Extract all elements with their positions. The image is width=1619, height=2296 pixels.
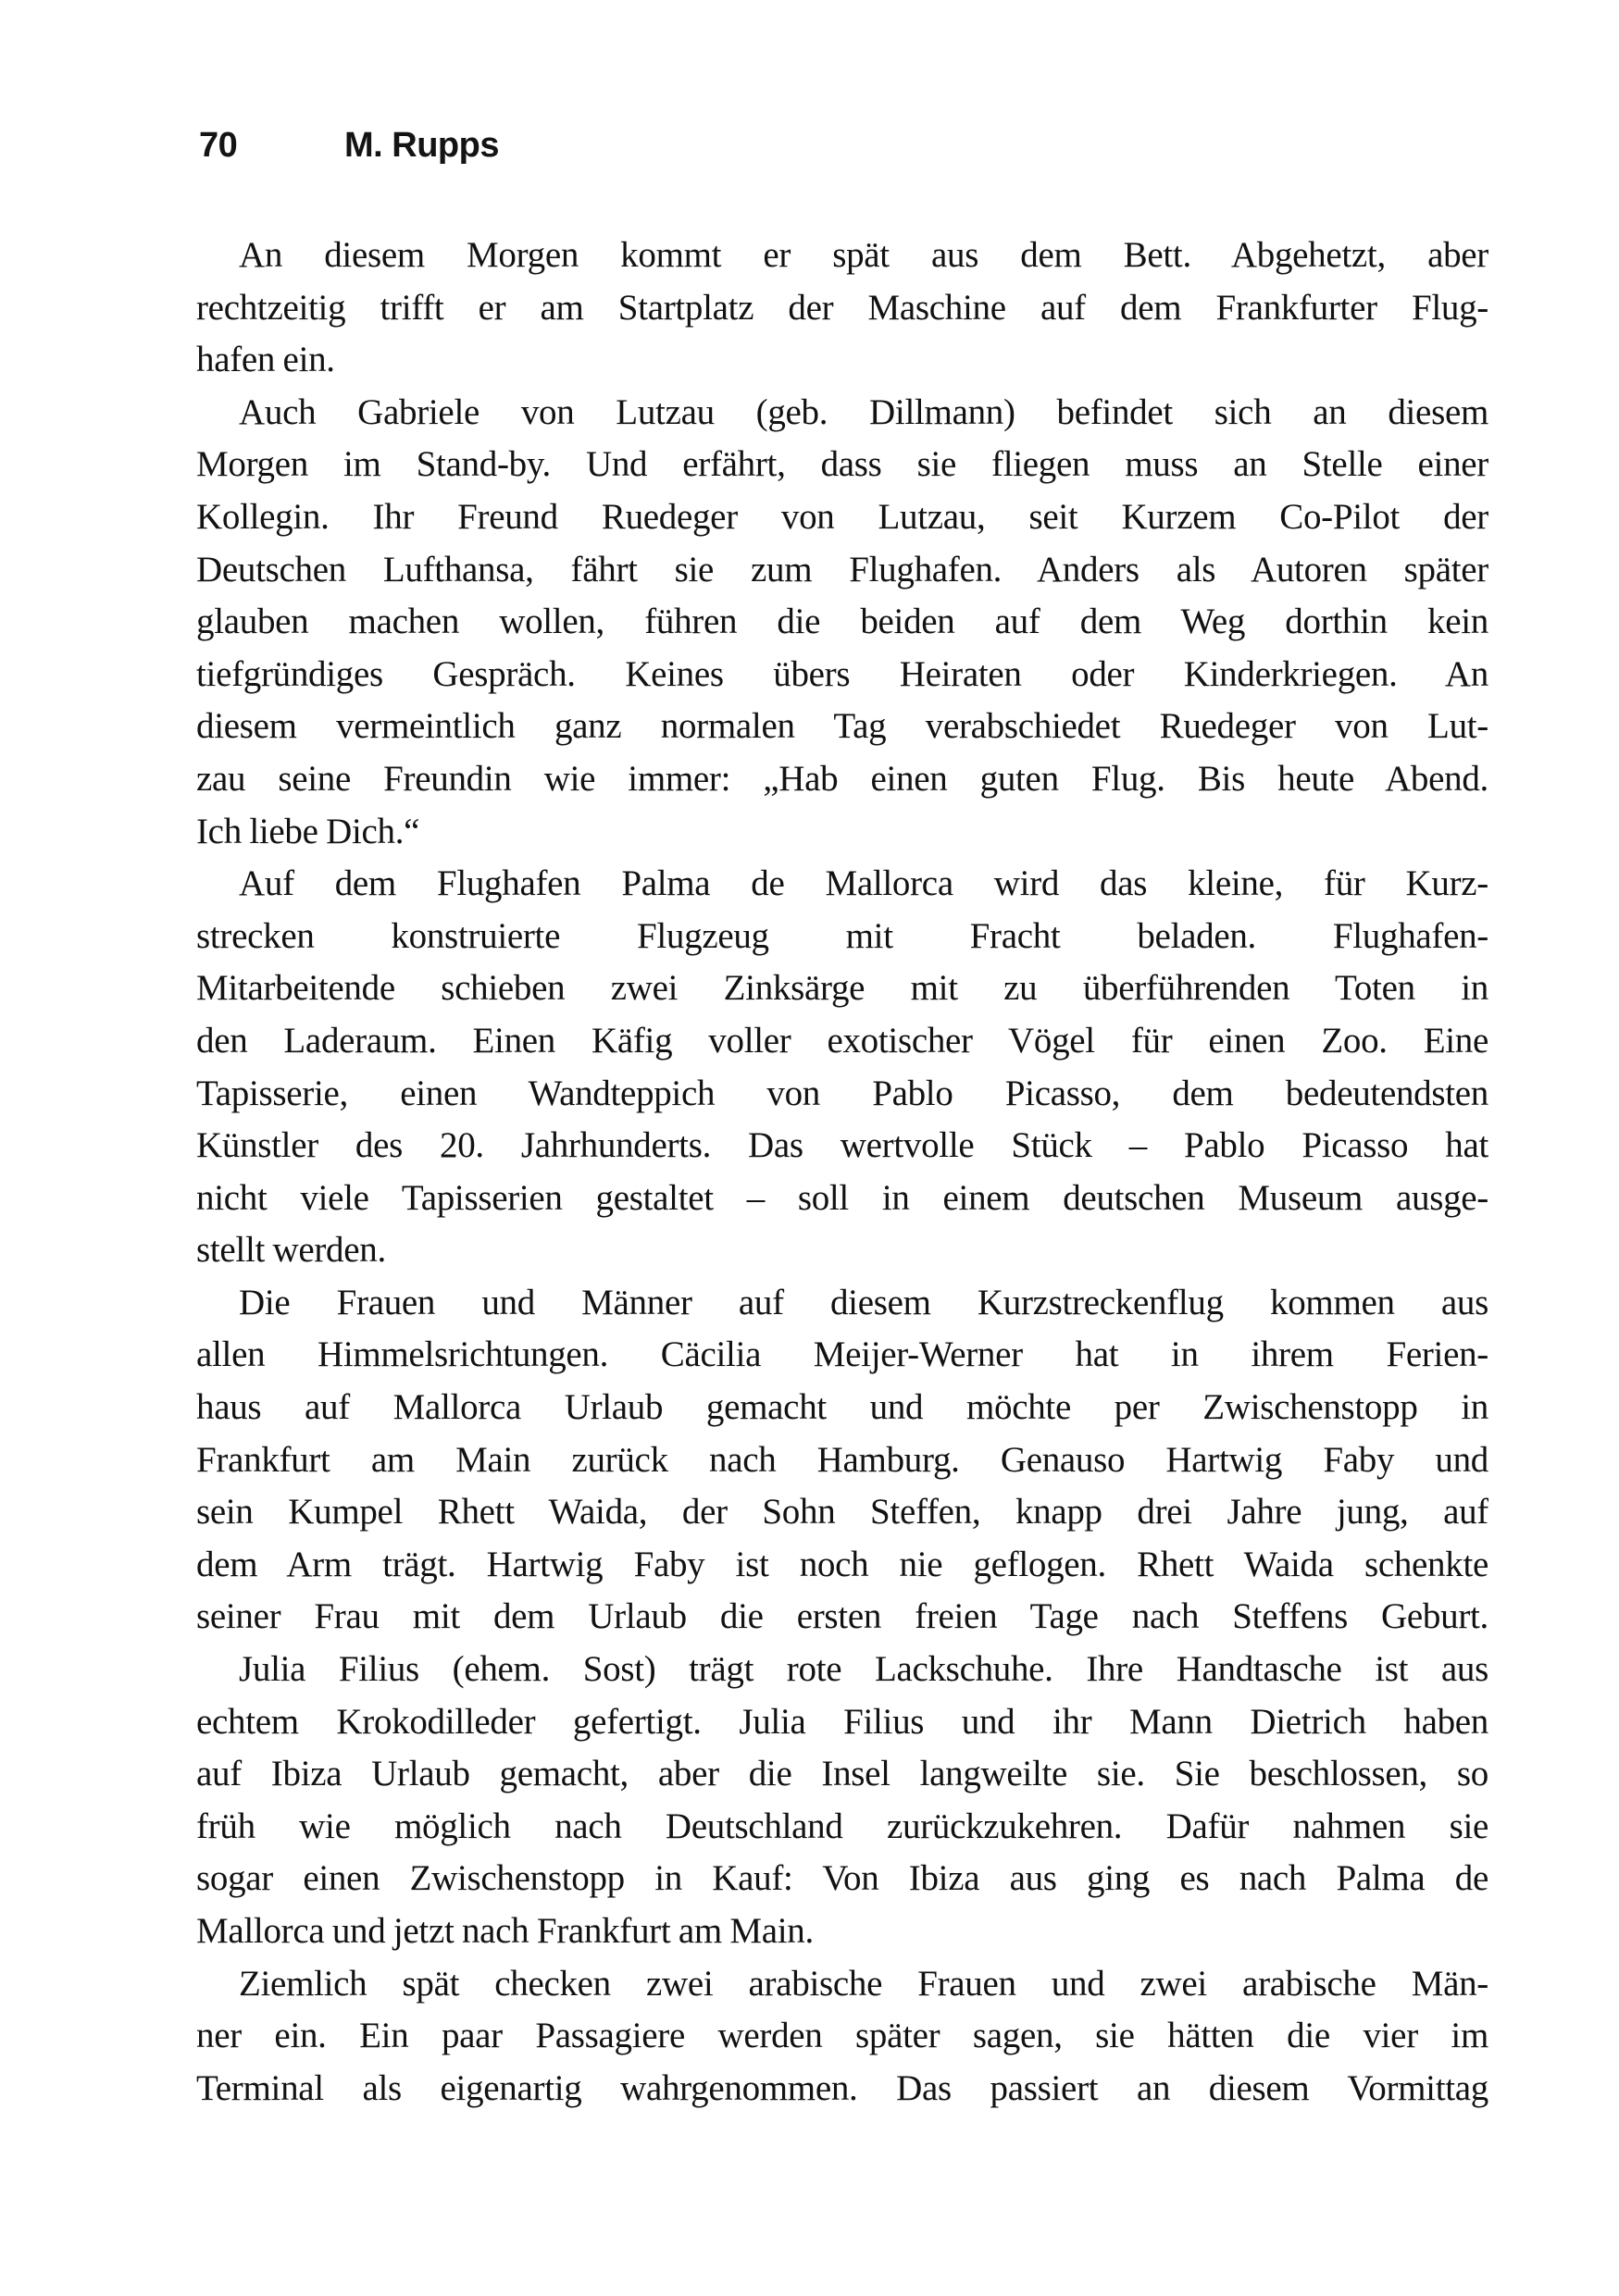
text-line: diesem vermeintlich ganz normalen Tag verabschiedet Ruedeger von Lut-: [196, 706, 1488, 747]
running-head: M. Rupps: [344, 126, 499, 165]
text-line: Mitarbeitende schieben zwei Zinksärge mit zu überführenden Toten in: [196, 968, 1488, 1009]
text-line: Künstler des 20. Jahrhunderts. Das wertvolle Stück – Pablo Picasso hat: [196, 1125, 1488, 1166]
text-line: sogar einen Zwischenstopp in Kauf: Von Ibiza aus ging es nach Palma de: [196, 1858, 1488, 1899]
body-text: [196, 230, 1488, 2115]
paragraph: [196, 858, 1488, 1277]
text-line: hafen ein.: [196, 340, 335, 380]
text-line: früh wie möglich nach Deutschland zurückzukehren. Dafür nahmen sie: [196, 1806, 1488, 1846]
text-line: Tapisserie, einen Wandteppich von Pablo Picasso, dem bedeutendsten: [196, 1073, 1488, 1113]
text-line: allen Himmelsrichtungen. Cäcilia Meijer-Werner hat in ihrem Ferien-: [196, 1334, 1488, 1375]
text-line: Deutschen Lufthansa, fährt sie zum Flughafen. Anders als Autoren später: [196, 549, 1488, 590]
paragraph: [196, 1644, 1488, 1958]
text-line: den Laderaum. Einen Käfig voller exotischer Vögel für einen Zoo. Eine: [196, 1020, 1488, 1061]
text-line: haus auf Mallorca Urlaub gemacht und möchte per Zwischenstopp in: [196, 1387, 1488, 1428]
text-line: Morgen im Stand-by. Und erfährt, dass sie fliegen muss an Stelle einer: [196, 444, 1488, 485]
page-number: 70: [199, 126, 238, 165]
paragraph: [196, 1277, 1488, 1644]
text-line: Die Frauen und Männer auf diesem Kurzstreckenflug kommen aus: [239, 1282, 1488, 1322]
text-line: seiner Frau mit dem Urlaub die ersten freien Tage nach Steffens Geburt.: [196, 1596, 1488, 1637]
text-line: zau seine Freundin wie immer: „Hab einen guten Flug. Bis heute Abend.: [196, 758, 1488, 799]
text-line: dem Arm trägt. Hartwig Faby ist noch nie geflogen. Rhett Waida schenkte: [196, 1544, 1488, 1584]
text-line: glauben machen wollen, führen die beiden auf dem Weg dorthin kein: [196, 602, 1488, 642]
paragraph: [196, 230, 1488, 387]
text-line: Mallorca und jetzt nach Frankfurt am Main.: [196, 1911, 814, 1951]
text-line: Auf dem Flughafen Palma de Mallorca wird das kleine, für Kurz-: [239, 863, 1488, 904]
text-line: rechtzeitig trifft er am Startplatz der Maschine auf dem Frankfurter Flug-: [196, 287, 1488, 328]
text-line: tiefgründiges Gespräch. Keines übers Heiraten oder Kinderkriegen. An: [196, 653, 1488, 694]
text-line: strecken konstruierte Flugzeug mit Fracht beladen. Flughafen-: [196, 915, 1488, 956]
text-line: nicht viele Tapisserien gestaltet – soll in einem deutschen Museum ausge-: [196, 1177, 1488, 1218]
text-line: sein Kumpel Rhett Waida, der Sohn Steffen, knapp drei Jahre jung, auf: [196, 1492, 1488, 1533]
text-line: Frankfurt am Main zurück nach Hamburg. Genauso Hartwig Faby und: [196, 1439, 1488, 1480]
text-line: Julia Filius (ehem. Sost) trägt rote Lackschuhe. Ihre Handtasche ist aus: [239, 1649, 1488, 1690]
text-line: Terminal als eigenartig wahrgenommen. Das passiert an diesem Vormittag: [196, 2067, 1488, 2108]
text-line: Kollegin. Ihr Freund Ruedeger von Lutzau, seit Kurzem Co-Pilot der: [196, 496, 1488, 537]
text-line: Auch Gabriele von Lutzau (geb. Dillmann) befindet sich an diesem: [239, 391, 1488, 432]
paragraph: [196, 387, 1488, 858]
text-line: echtem Krokodilleder gefertigt. Julia Filius und ihr Mann Dietrich haben: [196, 1701, 1488, 1742]
text-line: An diesem Morgen kommt er spät aus dem Bett. Abgehetzt, aber: [239, 235, 1488, 275]
text-line: ner ein. Ein paar Passagiere werden später sagen, sie hätten die vier im: [196, 2016, 1488, 2056]
text-line: Ich liebe Dich.“: [196, 811, 420, 851]
text-line: auf Ibiza Urlaub gemacht, aber die Insel langweilte sie. Sie beschlossen, so: [196, 1754, 1488, 1794]
paragraph: [196, 1958, 1488, 2116]
text-line: stellt werden.: [196, 1230, 386, 1271]
text-line: Ziemlich spät checken zwei arabische Frauen und zwei arabische Män-: [239, 1963, 1488, 2004]
